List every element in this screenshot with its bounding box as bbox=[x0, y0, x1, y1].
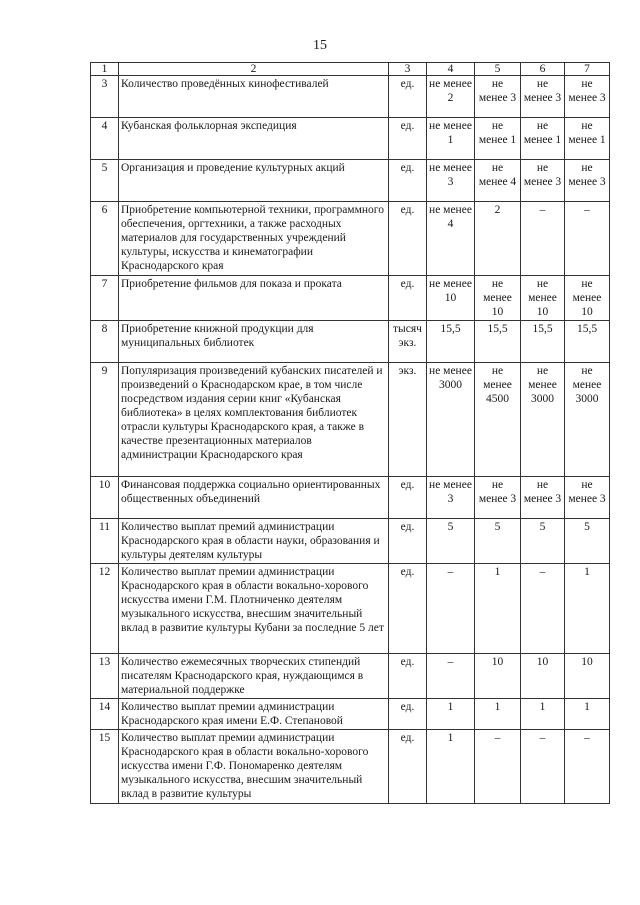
row-number: 11 bbox=[91, 519, 119, 564]
indicator-name: Приобретение фильмов для показа и проката bbox=[119, 276, 389, 321]
header-cell: 1 bbox=[91, 63, 119, 76]
value-cell: не менее 3 bbox=[427, 160, 475, 202]
table-row bbox=[91, 160, 610, 202]
table-row bbox=[91, 321, 610, 363]
value-cell: 15,5 bbox=[521, 321, 565, 363]
value-cell: 15,5 bbox=[565, 321, 610, 363]
value-cell: не менее 3 bbox=[521, 477, 565, 519]
row-number: 5 bbox=[91, 160, 119, 202]
unit-cell: ед. bbox=[389, 730, 427, 804]
value-cell: не менее 3 bbox=[565, 477, 610, 519]
value-cell: 5 bbox=[427, 519, 475, 564]
unit-cell: ед. bbox=[389, 477, 427, 519]
value-cell: не менее 3 bbox=[521, 76, 565, 118]
value-cell: 1 bbox=[521, 699, 565, 730]
indicator-name: Приобретение компьютерной техники, программного обеспечения, оргтехники, а также расходных материалов для государственных учреждений культуры, искусства и кинематографии Краснодарского края bbox=[119, 202, 389, 276]
indicator-name: Количество выплат премии администрации Краснодарского края имени Е.Ф. Степановой bbox=[119, 699, 389, 730]
value-cell: – bbox=[427, 654, 475, 699]
header-cell: 4 bbox=[427, 63, 475, 76]
indicator-name: Организация и проведение культурных акций bbox=[119, 160, 389, 202]
value-cell: 2 bbox=[475, 202, 521, 276]
table-row bbox=[91, 276, 610, 321]
table-row bbox=[91, 519, 610, 564]
table-row bbox=[91, 730, 610, 804]
value-cell: 10 bbox=[521, 654, 565, 699]
header-cell: 3 bbox=[389, 63, 427, 76]
value-cell: 10 bbox=[475, 654, 521, 699]
value-cell: не менее 1 bbox=[565, 118, 610, 160]
row-number: 13 bbox=[91, 654, 119, 699]
value-cell: 1 bbox=[427, 699, 475, 730]
value-cell: не менее 1 bbox=[427, 118, 475, 160]
unit-cell: тысяч экз. bbox=[389, 321, 427, 363]
value-cell: – bbox=[521, 564, 565, 654]
value-cell: – bbox=[475, 730, 521, 804]
row-number: 8 bbox=[91, 321, 119, 363]
value-cell: – bbox=[565, 730, 610, 804]
indicators-table bbox=[90, 62, 610, 804]
row-number: 6 bbox=[91, 202, 119, 276]
indicator-name: Приобретение книжной продукции для муниципальных библиотек bbox=[119, 321, 389, 363]
value-cell: 10 bbox=[565, 654, 610, 699]
unit-cell: ед. bbox=[389, 76, 427, 118]
value-cell: не менее 3000 bbox=[521, 363, 565, 477]
value-cell: не менее 3 bbox=[427, 477, 475, 519]
value-cell: – bbox=[565, 202, 610, 276]
value-cell: 15,5 bbox=[475, 321, 521, 363]
indicator-name: Кубанская фольклорная экспедиция bbox=[119, 118, 389, 160]
table-row bbox=[91, 699, 610, 730]
table-row bbox=[91, 654, 610, 699]
value-cell: не менее 2 bbox=[427, 76, 475, 118]
row-number: 7 bbox=[91, 276, 119, 321]
value-cell: 1 bbox=[565, 564, 610, 654]
indicator-name: Финансовая поддержка социально ориентированных общественных объединений bbox=[119, 477, 389, 519]
table-row bbox=[91, 477, 610, 519]
value-cell: 5 bbox=[565, 519, 610, 564]
value-cell: не менее 10 bbox=[475, 276, 521, 321]
header-cell: 2 bbox=[119, 63, 389, 76]
value-cell: 5 bbox=[475, 519, 521, 564]
row-number: 4 bbox=[91, 118, 119, 160]
indicator-name: Количество выплат премии администрации Краснодарского края в области вокально-хорового искусства имени Г.Ф. Пономаренко деятелям музыкального искусства, внесшим значительный вклад в развитие культуры bbox=[119, 730, 389, 804]
unit-cell: ед. bbox=[389, 160, 427, 202]
value-cell: не менее 10 bbox=[521, 276, 565, 321]
table-row bbox=[91, 202, 610, 276]
header-cell: 5 bbox=[475, 63, 521, 76]
row-number: 9 bbox=[91, 363, 119, 477]
value-cell: не менее 3 bbox=[565, 76, 610, 118]
table-header-row bbox=[91, 63, 610, 76]
value-cell: не менее 3 bbox=[521, 160, 565, 202]
indicator-name: Количество проведённых кинофестивалей bbox=[119, 76, 389, 118]
row-number: 10 bbox=[91, 477, 119, 519]
value-cell: – bbox=[427, 564, 475, 654]
table-row bbox=[91, 363, 610, 477]
value-cell: не менее 10 bbox=[427, 276, 475, 321]
table-row bbox=[91, 118, 610, 160]
unit-cell: ед. bbox=[389, 519, 427, 564]
value-cell: 15,5 bbox=[427, 321, 475, 363]
value-cell: не менее 10 bbox=[565, 276, 610, 321]
table-row bbox=[91, 564, 610, 654]
value-cell: 1 bbox=[475, 564, 521, 654]
value-cell: 1 bbox=[427, 730, 475, 804]
indicator-name: Количество выплат премий администрации Краснодарского края в области науки, образования и культуры деятелям культуры bbox=[119, 519, 389, 564]
value-cell: не менее 1 bbox=[475, 118, 521, 160]
value-cell: 5 bbox=[521, 519, 565, 564]
header-cell: 6 bbox=[521, 63, 565, 76]
indicator-name: Популяризация произведений кубанских писателей и произведений о Краснодарском крае, в том числе посредством издания серии книг «Кубанская библиотека» в целях комплектования библиотек отрасли культуры Краснодарского края, а также в качестве презентационных материалов администрации Краснодарского края bbox=[119, 363, 389, 477]
value-cell: – bbox=[521, 202, 565, 276]
value-cell: не менее 1 bbox=[521, 118, 565, 160]
indicator-name: Количество ежемесячных творческих стипендий писателям Краснодарского края, нуждающимся в материальной поддержке bbox=[119, 654, 389, 699]
unit-cell: экз. bbox=[389, 363, 427, 477]
unit-cell: ед. bbox=[389, 276, 427, 321]
indicator-name: Количество выплат премии администрации Краснодарского края в области вокально-хорового искусства имени Г.М. Плотниченко деятелям музыкального искусства, внесшим значительный вклад в развитие культуры Кубани за последние 5 лет bbox=[119, 564, 389, 654]
value-cell: не менее 3000 bbox=[427, 363, 475, 477]
value-cell: не менее 4 bbox=[427, 202, 475, 276]
unit-cell: ед. bbox=[389, 654, 427, 699]
table-row bbox=[91, 76, 610, 118]
value-cell: не менее 4500 bbox=[475, 363, 521, 477]
value-cell: не менее 3 bbox=[565, 160, 610, 202]
value-cell: не менее 3 bbox=[475, 76, 521, 118]
value-cell: не менее 3 bbox=[475, 477, 521, 519]
value-cell: не менее 3000 bbox=[565, 363, 610, 477]
table-body bbox=[91, 63, 610, 804]
value-cell: 1 bbox=[565, 699, 610, 730]
row-number: 3 bbox=[91, 76, 119, 118]
row-number: 12 bbox=[91, 564, 119, 654]
value-cell: 1 bbox=[475, 699, 521, 730]
unit-cell: ед. bbox=[389, 118, 427, 160]
unit-cell: ед. bbox=[389, 202, 427, 276]
row-number: 15 bbox=[91, 730, 119, 804]
value-cell: – bbox=[521, 730, 565, 804]
page-number: 15 bbox=[313, 38, 327, 53]
value-cell: не менее 4 bbox=[475, 160, 521, 202]
unit-cell: ед. bbox=[389, 699, 427, 730]
row-number: 14 bbox=[91, 699, 119, 730]
unit-cell: ед. bbox=[389, 564, 427, 654]
header-cell: 7 bbox=[565, 63, 610, 76]
